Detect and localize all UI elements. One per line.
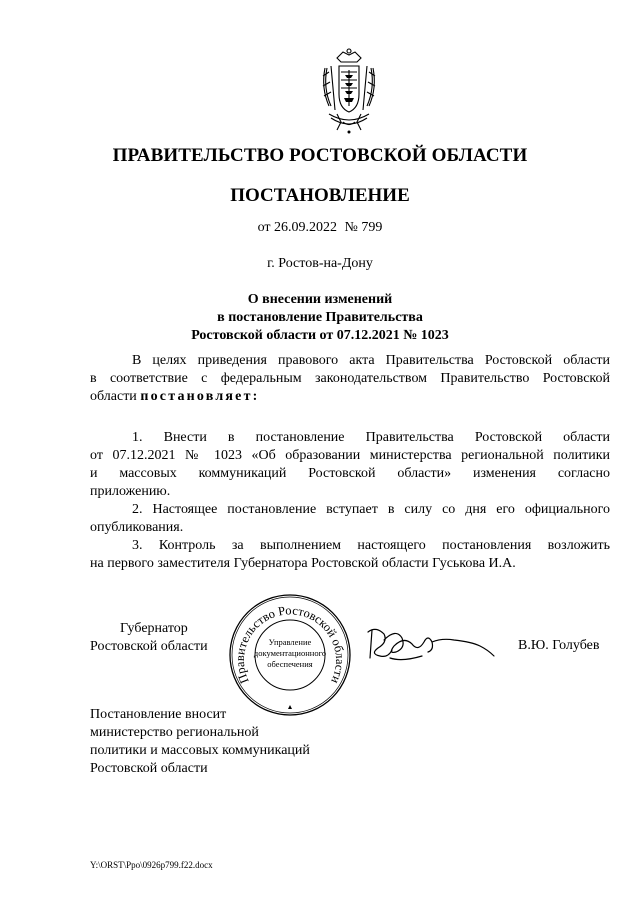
coat-of-arms-icon bbox=[317, 48, 381, 134]
stamp-inner-line: Управление bbox=[268, 637, 312, 647]
subject-line: в постановление Правительства bbox=[217, 310, 423, 325]
signer-name: В.Ю. Голубев bbox=[518, 638, 600, 653]
item-1-line: 1. Внести в постановление Правительства Ростовской области bbox=[132, 430, 610, 445]
preamble-line: В целях приведения правового акта Правительства Ростовской области bbox=[132, 353, 610, 368]
handwritten-signature-icon bbox=[362, 622, 500, 668]
official-stamp-icon bbox=[228, 593, 352, 717]
footer-line: политики и массовых коммуникаций bbox=[90, 743, 310, 758]
document-type-heading: ПОСТАНОВЛЕНИЕ bbox=[230, 185, 410, 206]
stamp-inner-line: документационного bbox=[253, 648, 327, 658]
subject-line: Ростовской области от 07.12.2021 № 1023 bbox=[191, 328, 449, 343]
preamble-paragraph bbox=[90, 352, 610, 406]
document-number: № 799 bbox=[344, 220, 383, 235]
decree-items bbox=[90, 429, 610, 573]
item-3-line: на первого заместителя Губернатора Ростовской области Гуськова И.А. bbox=[90, 556, 516, 571]
footer-line: Постановление вносит bbox=[90, 707, 227, 722]
signatory-position-line: Ростовской области bbox=[90, 639, 208, 654]
footer-line: министерство региональной bbox=[90, 725, 259, 740]
document-date: от 26.09.2022 bbox=[257, 220, 338, 235]
document-subject bbox=[0, 291, 640, 345]
item-3-line: 3. Контроль за выполнением настоящего постановления возложить bbox=[132, 538, 610, 553]
item-1-line: и массовых коммуникаций Ростовской области» изменения согласно bbox=[90, 466, 610, 481]
organization-title: ПРАВИТЕЛЬСТВО РОСТОВСКОЙ ОБЛАСТИ bbox=[112, 145, 528, 166]
item-2-line: 2. Настоящее постановление вступает в силу со дня его официального bbox=[132, 502, 610, 517]
preamble-line-start: области bbox=[90, 389, 137, 404]
item-1-line: приложению. bbox=[90, 484, 171, 499]
stamp-inner-line: обеспечения bbox=[267, 659, 313, 669]
submitted-by-note bbox=[90, 706, 310, 778]
decree-word: постановляет: bbox=[140, 389, 260, 404]
footer-line: Ростовской области bbox=[90, 761, 208, 776]
document-city: г. Ростов-на-Дону bbox=[267, 256, 373, 271]
item-2-line: опубликования. bbox=[90, 520, 184, 535]
preamble-line bbox=[90, 388, 610, 406]
signatory-position bbox=[90, 620, 208, 656]
preamble-line: в соответствие с федеральным законодательством Правительство Ростовской bbox=[90, 371, 610, 386]
document-date-number bbox=[0, 220, 640, 236]
signatory-position-line: Губернатор bbox=[120, 621, 188, 636]
subject-line: О внесении изменений bbox=[247, 292, 393, 307]
stamp-outer-text: Правительство Ростовской области bbox=[232, 603, 348, 686]
file-path: Y:\ORST\Ppo\0926p799.f22.docx bbox=[90, 860, 213, 870]
item-1-line: от 07.12.2021 № 1023 «Об образовании министерства региональной политики bbox=[90, 448, 610, 463]
